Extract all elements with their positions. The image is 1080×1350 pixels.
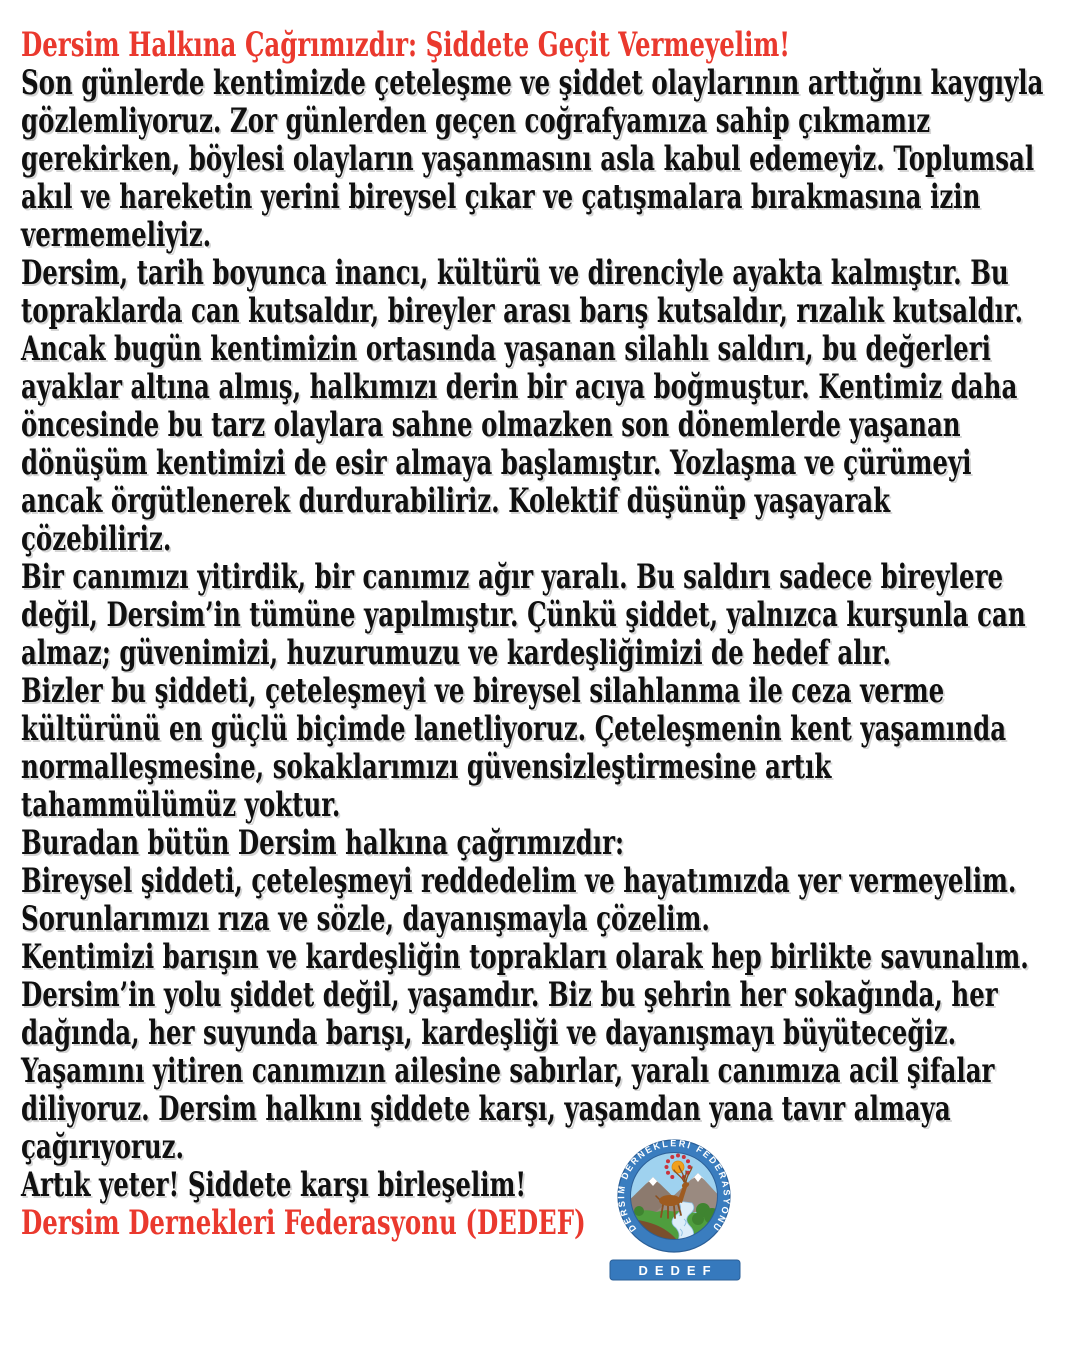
- body-line: değil, Dersim’in tümüne yapılmıştır. Çünkü şiddet, yalnızca kurşunla can: [21, 595, 1026, 635]
- body-line: Dersim, tarih boyunca inancı, kültürü ve direnciyle ayakta kalmıştır. Bu: [21, 253, 1009, 293]
- body-line: dönüşüm kentimizi de esir almaya başlamıştır. Yozlaşma ve çürümeyi: [21, 443, 972, 483]
- body-line: dağında, her suyunda barışı, kardeşliği ve dayanışmayı büyüteceğiz.: [21, 1013, 957, 1053]
- body-line: Dersim’in yolu şiddet değil, yaşamdır. Biz bu şehrin her sokağında, her: [21, 975, 998, 1015]
- body-line: normalleşmesine, sokaklarımızı güvensizleştirmesine artık: [21, 747, 832, 787]
- body-line: akıl ve hareketin yerini bireysel çıkar ve çatışmalara bırakmasına izin: [21, 177, 981, 217]
- dedef-logo: [606, 1139, 746, 1289]
- body-line: ancak örgütlenerek durdurabiliriz. Kolektif düşünüp yaşayarak: [21, 481, 891, 521]
- body-line: Ancak bugün kentimizin ortasında yaşanan silahlı saldırı, bu değerleri: [21, 329, 991, 369]
- body-line: diliyoruz. Dersim halkını şiddete karşı, yaşamdan yana tavır almaya: [21, 1089, 951, 1129]
- logo-ring-text: DERSİM DERNEKLERİ FEDERASYONU: [616, 1139, 732, 1235]
- body-line: Bizler bu şiddeti, çeteleşmeyi ve bireysel silahlanma ile ceza verme: [21, 671, 945, 711]
- dedef-logo-svg: [606, 1139, 746, 1289]
- body-line: çağırıyoruz.: [21, 1127, 185, 1167]
- statement-title: Dersim Halkına Çağrımızdır: Şiddete Geçit Vermeyelim!: [21, 25, 791, 65]
- body-line: gözlemliyoruz. Zor günlerden geçen coğrafyamıza sahip çıkmamız: [21, 101, 931, 141]
- body-line: gerekirken, böylesi olayların yaşanmasını asla kabul edemeyiz. Toplumsal: [21, 139, 1035, 179]
- body-line: Buradan bütün Dersim halkına çağrımızdır:: [21, 823, 625, 863]
- body-line: almaz; güvenimizi, huzurumuzu ve kardeşliğimizi de hedef alır.: [21, 633, 891, 673]
- body-line: çözebiliriz.: [21, 519, 172, 559]
- body-line: vermemeliyiz.: [21, 215, 212, 255]
- logo-banner-text: DEDEF: [638, 1263, 718, 1278]
- body-line: kültürünü en güçlü biçimde lanetliyoruz. Çeteleşmenin kent yaşamında: [21, 709, 1007, 749]
- signature-line: Dersim Dernekleri Federasyonu (DEDEF): [21, 1203, 586, 1243]
- body-line: Yaşamını yitiren canımızın ailesine sabırlar, yaralı canımıza acil şifalar: [21, 1051, 995, 1091]
- body-line: topraklarda can kutsaldır, bireyler arası barış kutsaldır, rızalık kutsaldır.: [21, 291, 1024, 331]
- body-line: Bireysel şiddeti, çeteleşmeyi reddedelim ve hayatımızda yer vermeyelim.: [21, 861, 1017, 901]
- logo-banner: [610, 1260, 740, 1280]
- body-line: ayaklar altına almış, halkımızı derin bir acıya boğmuştur. Kentimiz daha: [21, 367, 1018, 407]
- body-line: Son günlerde kentimizde çeteleşme ve şiddet olaylarının arttığını kaygıyla: [21, 63, 1044, 103]
- body-line: Artık yeter! Şiddete karşı birleşelim!: [21, 1165, 527, 1205]
- body-line: Sorunlarımızı rıza ve sözle, dayanışmayla çözelim.: [21, 899, 710, 939]
- body-line: öncesinde bu tarz olaylara sahne olmazken son dönemlerde yaşanan: [21, 405, 961, 445]
- body-line: Bir canımızı yitirdik, bir canımız ağır yaralı. Bu saldırı sadece bireylere: [21, 557, 1004, 597]
- body-line: tahammülümüz yoktur.: [21, 785, 341, 825]
- body-line: Kentimizi barışın ve kardeşliğin toprakları olarak hep birlikte savunalım.: [21, 937, 1029, 977]
